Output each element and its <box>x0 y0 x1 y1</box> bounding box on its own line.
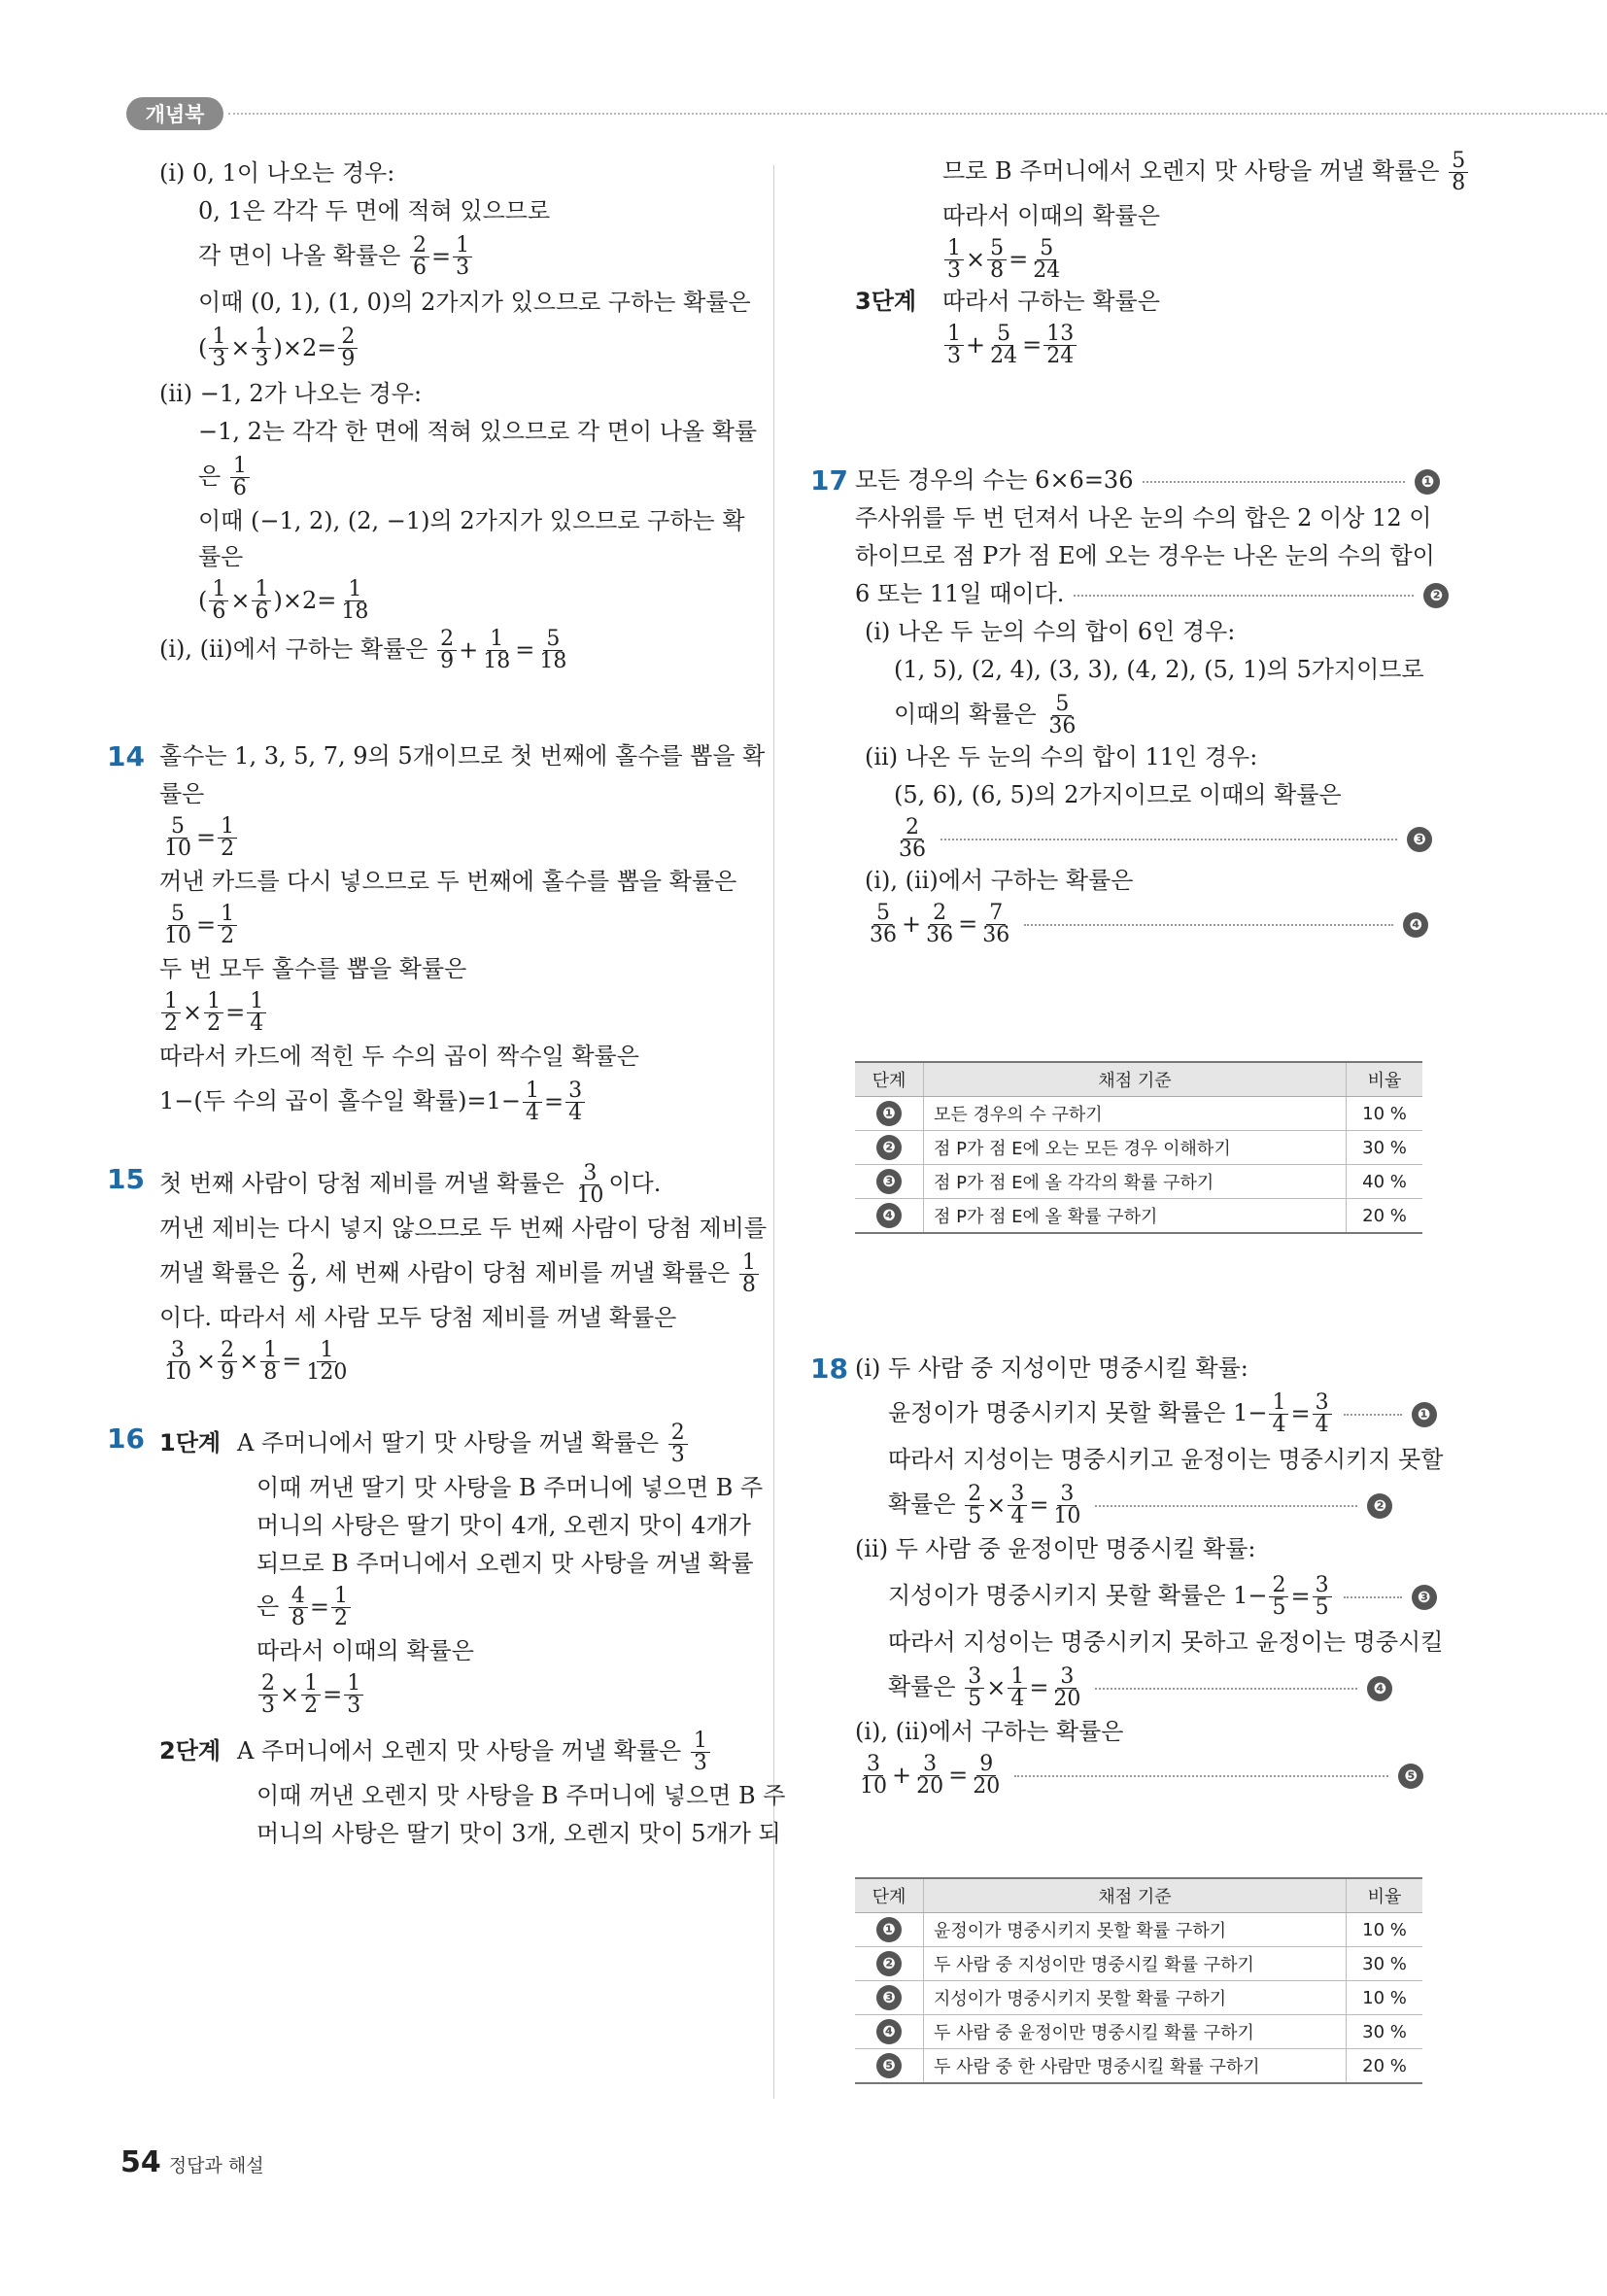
math-expression <box>1043 694 1080 737</box>
math-expression <box>228 456 252 499</box>
text-span: 따라서 구하는 확률은 <box>942 288 1160 315</box>
case-i-title: (ⅰ) 나온 두 눈의 수의 합이 6인 경우: <box>865 618 1236 645</box>
math-line <box>120 816 742 860</box>
fraction: $\frac{2}{9}$ <box>338 326 358 370</box>
fraction: $\frac{1}{3}$ <box>944 324 964 367</box>
text-line <box>806 286 1428 318</box>
math-expression <box>737 1252 761 1296</box>
math-expression: $\frac{3}{5}$ × $\frac{1}{4}$ = $\frac{3}{20}$ <box>963 1666 1085 1710</box>
table-cell <box>855 1199 924 1234</box>
math-expression <box>894 817 931 861</box>
leader-dots <box>940 839 1397 840</box>
table-cell: 점 P가 점 E에 오는 모든 경우 이해하기 <box>924 1131 1347 1165</box>
text-line <box>806 1390 1431 1437</box>
leader-dots <box>1095 1688 1357 1690</box>
fraction: $\frac{1}{4}$ <box>247 991 266 1035</box>
problem-number: 14 <box>107 740 145 772</box>
fraction: $\frac{1}{6}$ <box>230 456 250 499</box>
text-line: 따라서 이때의 확률은 <box>256 1637 474 1664</box>
leader-dots <box>1095 1505 1357 1507</box>
table-row <box>855 1913 1422 1947</box>
fraction: $\frac{3}{10}$ <box>164 1338 191 1385</box>
step-mark-2: ❷ <box>1423 583 1449 608</box>
table-header: 단계 <box>855 1062 924 1097</box>
table-cell: 30 % <box>1347 2015 1423 2049</box>
math-line <box>806 1754 1428 1798</box>
fraction: $\frac{2}{5}$ <box>1269 1575 1288 1619</box>
case-ii-title: (ⅱ) 나온 두 눈의 수의 합이 11인 경우: <box>865 743 1258 771</box>
step-mark-3: ❸ <box>1407 827 1432 852</box>
math-line <box>806 324 1428 367</box>
table-cell <box>855 1097 924 1131</box>
text-span: (ⅰ), (ⅱ)에서 구하는 확률은 <box>159 635 428 663</box>
fraction: $\frac{1}{8}$ <box>739 1252 759 1296</box>
text-line: 홀수는 1, 3, 5, 7, 9의 5개이므로 첫 번째에 홀수를 뽑을 확 <box>159 742 766 770</box>
text-line <box>120 1163 742 1207</box>
fraction: $\frac{1}{18}$ <box>483 627 511 673</box>
fraction: $\frac{1}{3}$ <box>209 326 228 370</box>
step-mark-3: ❸ <box>1412 1585 1437 1610</box>
text-line <box>806 464 1435 497</box>
math-expression: $\frac{2}{3}$ × $\frac{1}{2}$ = $\frac{1}{3}$ <box>256 1673 365 1717</box>
fraction: $\frac{5}{24}$ <box>1033 236 1061 283</box>
text-span: A 주머니에서 오렌지 맛 사탕을 꺼낼 확률은 <box>237 1737 682 1765</box>
fraction: $\frac{1}{2}$ <box>331 1586 351 1629</box>
fraction: $\frac{5}{24}$ <box>990 322 1018 368</box>
text-line: (ⅰ), (ⅱ)에서 구하는 확률은 <box>865 867 1134 894</box>
fraction: $\frac{3}{10}$ <box>576 1161 604 1208</box>
table-row <box>855 2015 1422 2049</box>
text-line: 꺼낸 카드를 다시 넣으므로 두 번째에 홀수를 뽑을 확률은 <box>159 868 737 895</box>
text-line: 이때 꺼낸 딸기 맛 사탕을 B 주머니에 넣으면 B 주 <box>256 1474 764 1501</box>
stage-label: 1단계 <box>159 1429 222 1456</box>
text-line <box>806 1666 1428 1710</box>
fraction: $\frac{5}{8}$ <box>987 238 1007 282</box>
fraction: $\frac{2}{9}$ <box>289 1252 308 1296</box>
table-cell: 점 P가 점 E에 올 각각의 확률 구하기 <box>924 1165 1347 1199</box>
step-mark: ❷ <box>876 1135 902 1160</box>
fraction: $\frac{2}{5}$ <box>965 1484 984 1527</box>
step-mark-1: ❶ <box>1412 1402 1437 1427</box>
text-line: 되므로 B 주머니에서 오렌지 맛 사탕을 꺼낼 확률 <box>256 1550 754 1577</box>
fraction: $\frac{5}{18}$ <box>539 627 567 673</box>
fraction: $\frac{1}{2}$ <box>161 991 181 1035</box>
fraction: $\frac{1}{4}$ <box>523 1080 542 1124</box>
fraction: $\frac{1}{6}$ <box>209 579 228 623</box>
math-expression: $\frac{1}{3}$ × $\frac{5}{8}$ = $\frac{5}{24}$ <box>942 238 1065 282</box>
fraction: $\frac{5}{36}$ <box>870 901 897 947</box>
fraction: $\frac{13}{24}$ <box>1043 324 1077 367</box>
text-line: (ⅰ), (ⅱ)에서 구하는 확률은 <box>855 1718 1124 1745</box>
table-cell <box>855 1947 924 1981</box>
math-expression <box>667 1422 690 1466</box>
problem-number: 18 <box>810 1353 848 1385</box>
table-row <box>855 1981 1422 2015</box>
leader-dots <box>1344 1414 1402 1416</box>
table-row <box>855 1097 1422 1131</box>
table-cell: 30 % <box>1347 1947 1423 1981</box>
problem-16-continued <box>806 149 1466 368</box>
fraction: $\frac{7}{36}$ <box>982 901 1010 947</box>
table-row <box>855 1131 1422 1165</box>
table-cell: 10 % <box>1347 1981 1423 2015</box>
table-cell: 두 사람 중 지성이만 명중시킬 확률 구하기 <box>924 1947 1347 1981</box>
step-mark-4: ❹ <box>1403 912 1428 938</box>
math-expression: $\frac{2}{6}$ = $\frac{1}{3}$ <box>408 235 474 279</box>
leader-dots <box>1014 1775 1388 1777</box>
table-header-row <box>855 1878 1422 1913</box>
text-line <box>120 1080 742 1124</box>
leader-dots <box>1074 595 1414 597</box>
text-span: 모든 경우의 수는 6×6=36 <box>855 466 1134 494</box>
step-mark-4: ❹ <box>1367 1676 1392 1701</box>
fraction: $\frac{3}{10}$ <box>860 1752 887 1799</box>
math-line <box>120 1340 742 1384</box>
text-line: 따라서 이때의 확률은 <box>942 202 1160 229</box>
table-row <box>855 2049 1422 2084</box>
fraction: $\frac{3}{4}$ <box>1313 1392 1332 1436</box>
text-line: 주사위를 두 번 던져서 나온 눈의 수의 합은 2 이상 12 이 <box>855 504 1432 531</box>
fraction: $\frac{3}{20}$ <box>916 1752 944 1799</box>
fraction: $\frac{1}{3}$ <box>691 1731 710 1774</box>
fraction: $\frac{1}{2}$ <box>218 904 237 947</box>
text-span: 지성이가 명중시키지 못할 확률은 1− <box>888 1582 1268 1609</box>
text-line: 0, 1은 각각 두 면에 적혀 있으므로 <box>198 197 551 224</box>
fraction: $\frac{1}{3}$ <box>344 1673 363 1717</box>
header-rule <box>228 113 1607 115</box>
text-span: 확률은 <box>888 1673 956 1700</box>
text-line <box>120 1731 742 1774</box>
math-expression <box>287 1252 310 1296</box>
table-cell <box>855 1981 924 2015</box>
text-span: 첫 번째 사람이 당첨 제비를 꺼낼 확률은 <box>159 1170 564 1197</box>
math-expression <box>1447 151 1470 194</box>
text-span: 꺼낼 확률은 <box>159 1259 280 1286</box>
leader-dots <box>1344 1596 1402 1598</box>
table-cell: 10 % <box>1347 1913 1423 1947</box>
text-span: 이다. <box>608 1170 662 1197</box>
math-expression: ( $\frac{1}{3}$ × $\frac{1}{3}$ )×2= $\frac{2}{9}$ <box>198 326 359 370</box>
math-expression: $\frac{3}{10}$ × $\frac{2}{9}$ × $\frac{1}{8}$ = $\frac{1}{120}$ <box>159 1340 352 1384</box>
math-expression: $\frac{1}{3}$ + $\frac{5}{24}$ = $\frac{13}{24}$ <box>942 324 1078 367</box>
step-mark: ❶ <box>876 1101 902 1126</box>
text-line: 따라서 지성이는 명중시키지 못하고 윤정이는 명중시킬 <box>888 1628 1444 1656</box>
footer-label: 정답과 해설 <box>168 2155 264 2176</box>
text-line: 두 번 모두 홀수를 뽑을 확률은 <box>159 955 467 982</box>
fraction: $\frac{1}{2}$ <box>218 816 237 860</box>
math-line <box>806 238 1428 282</box>
problem-17 <box>806 464 1444 947</box>
problem-number: 16 <box>107 1422 145 1455</box>
text-span: 은 <box>256 1593 280 1620</box>
text-span: 이때의 확률은 <box>894 701 1037 728</box>
text-span: 6 또는 11일 때이다. <box>855 580 1065 607</box>
text-line: 이다. 따라서 세 사람 모두 당첨 제비를 꺼낼 확률은 <box>159 1304 677 1331</box>
text-span: , 세 번째 사람이 당첨 제비를 꺼낼 확률은 <box>310 1259 731 1286</box>
scoring-table-18 <box>855 1877 1422 2084</box>
text-line <box>120 1586 742 1629</box>
case-i-title: (ⅰ) 0, 1이 나오는 경우: <box>159 159 395 187</box>
table-header: 채점 기준 <box>924 1878 1347 1913</box>
text-line: (5, 6), (6, 5)의 2가지이므로 이때의 확률은 <box>894 781 1342 808</box>
text-line <box>806 1573 1431 1620</box>
text-line <box>120 1422 742 1466</box>
math-expression: $\frac{1}{4}$ = $\frac{3}{4}$ <box>521 1080 587 1124</box>
fraction: $\frac{5}{36}$ <box>1048 692 1077 738</box>
case-ii-title: (ⅱ) −1, 2가 나오는 경우: <box>159 380 423 407</box>
math-expression: $\frac{2}{9}$ + $\frac{1}{18}$ = $\frac{5}{18}$ <box>435 629 571 672</box>
table-cell <box>855 1131 924 1165</box>
step-mark: ❸ <box>876 1169 902 1194</box>
math-expression: $\frac{5}{10}$ = $\frac{1}{2}$ <box>159 904 239 947</box>
text-line: −1, 2는 각각 한 면에 적혀 있으므로 각 면이 나올 확률 <box>198 418 758 445</box>
table-header: 단계 <box>855 1878 924 1913</box>
math-line <box>120 904 742 947</box>
math-line <box>120 326 742 370</box>
math-expression <box>689 1731 712 1774</box>
table-header: 비율 <box>1347 1878 1423 1913</box>
problem-15 <box>107 1161 768 1385</box>
fraction: $\frac{3}{20}$ <box>1053 1664 1081 1711</box>
table-cell <box>855 1913 924 1947</box>
table-cell <box>855 1165 924 1199</box>
step-mark: ❸ <box>876 1985 902 2010</box>
conclusion-line <box>120 629 742 672</box>
leader-dots <box>1143 481 1405 483</box>
text-line: 이때 꺼낸 오렌지 맛 사탕을 B 주머니에 넣으면 B 주 <box>256 1782 786 1809</box>
table-header: 채점 기준 <box>924 1062 1347 1097</box>
fraction: $\frac{1}{2}$ <box>301 1673 321 1717</box>
text-span: A 주머니에서 딸기 맛 사탕을 꺼낼 확률은 <box>237 1429 660 1456</box>
math-expression: $\frac{5}{36}$ + $\frac{2}{36}$ = $\frac{7}{36}$ <box>865 903 1014 946</box>
problem-number: 17 <box>810 464 848 497</box>
case-i-title: (ⅰ) 두 사람 중 지성이만 명중시킬 확률: <box>855 1354 1248 1382</box>
math-expression: $\frac{2}{5}$ = $\frac{3}{5}$ <box>1267 1575 1333 1619</box>
fraction: $\frac{1}{4}$ <box>1008 1666 1027 1710</box>
table-cell: 윤정이가 명중시키지 못할 확률 구하기 <box>924 1913 1347 1947</box>
math-expression: ( $\frac{1}{6}$ × $\frac{1}{6}$ )×2= $\frac{1}{18}$ <box>198 579 373 623</box>
step-mark-2: ❷ <box>1367 1493 1392 1519</box>
table-cell: 40 % <box>1347 1165 1423 1199</box>
math-expression: $\frac{2}{5}$ × $\frac{3}{4}$ = $\frac{3}{10}$ <box>963 1484 1085 1527</box>
table-row <box>855 1947 1422 1981</box>
fraction: $\frac{1}{18}$ <box>341 577 369 624</box>
right-column <box>806 149 1466 947</box>
text-line <box>120 235 742 279</box>
fraction: $\frac{5}{10}$ <box>164 902 191 948</box>
step-mark: ❹ <box>876 1203 902 1228</box>
step-mark: ❷ <box>876 1951 902 1976</box>
step-mark: ❶ <box>876 1917 902 1942</box>
text-span: 확률은 <box>888 1491 956 1518</box>
text-line: 이때 (−1, 2), (2, −1)의 2가지가 있으므로 구하는 확 <box>198 507 745 534</box>
math-line <box>120 1673 742 1717</box>
fraction: $\frac{3}{5}$ <box>965 1666 984 1710</box>
math-line <box>806 817 1428 861</box>
text-line <box>120 456 742 499</box>
text-line: 률은 <box>159 780 205 807</box>
fraction: $\frac{1}{6}$ <box>252 579 271 623</box>
text-line <box>806 578 1444 610</box>
fraction: $\frac{3}{10}$ <box>1053 1482 1081 1528</box>
fraction: $\frac{4}{8}$ <box>289 1586 308 1629</box>
table-cell: 모든 경우의 수 구하기 <box>924 1097 1347 1131</box>
math-expression: $\frac{1}{4}$ = $\frac{3}{4}$ <box>1267 1392 1333 1436</box>
math-expression: $\frac{3}{10}$ + $\frac{3}{20}$ = $\frac{9}{20}$ <box>855 1754 1005 1798</box>
text-span: 1−(두 수의 곱이 홀수일 확률)=1− <box>159 1087 521 1114</box>
problem-14 <box>107 740 766 1125</box>
text-span: 므로 B 주머니에서 오렌지 맛 사탕을 꺼낼 확률은 <box>942 157 1440 185</box>
text-line: 률은 <box>198 543 244 570</box>
text-line: (1, 5), (2, 4), (3, 3), (4, 2), (5, 1)의 5가지이므로 <box>894 656 1424 683</box>
step-mark-1: ❶ <box>1415 469 1440 495</box>
math-expression: $\frac{1}{2}$ × $\frac{1}{2}$ = $\frac{1}{4}$ <box>159 991 268 1035</box>
fraction: $\frac{2}{9}$ <box>437 629 457 672</box>
math-expression: $\frac{5}{10}$ = $\frac{1}{2}$ <box>159 816 239 860</box>
table-header-row <box>855 1062 1422 1097</box>
text-line: 머니의 사탕은 딸기 맛이 4개, 오렌지 맛이 4개가 <box>256 1512 751 1539</box>
fraction: $\frac{2}{9}$ <box>218 1340 237 1384</box>
table-row <box>855 1199 1422 1234</box>
fraction: $\frac{3}{5}$ <box>1313 1575 1332 1619</box>
text-span: 윤정이가 명중시키지 못할 확률은 1− <box>888 1399 1268 1426</box>
fraction: $\frac{1}{2}$ <box>204 991 223 1035</box>
left-column <box>107 157 786 1850</box>
text-line: 따라서 지성이는 명중시키고 윤정이는 명중시키지 못할 <box>888 1446 1444 1473</box>
fraction: $\frac{2}{3}$ <box>258 1673 278 1717</box>
math-expression <box>571 1163 608 1207</box>
math-expression: $\frac{4}{8}$ = $\frac{1}{2}$ <box>287 1586 353 1629</box>
fraction: $\frac{2}{36}$ <box>899 815 926 862</box>
leader-dots <box>1024 924 1393 926</box>
fraction: $\frac{1}{8}$ <box>260 1340 280 1384</box>
fraction: $\frac{5}{10}$ <box>164 814 191 861</box>
page-number: 54 <box>120 2145 161 2179</box>
problem-16 <box>107 1421 786 1850</box>
text-line: 이때 (0, 1), (1, 0)의 2가지가 있으므로 구하는 확률은 <box>198 289 751 316</box>
step-mark: ❹ <box>876 2019 902 2044</box>
table-cell: 30 % <box>1347 1131 1423 1165</box>
step-mark-5: ❺ <box>1398 1764 1423 1789</box>
fraction: $\frac{1}{120}$ <box>306 1338 348 1385</box>
fraction: $\frac{1}{4}$ <box>1269 1392 1288 1436</box>
fraction: $\frac{1}{3}$ <box>453 235 472 279</box>
problem-number: 15 <box>107 1163 145 1195</box>
fraction: $\frac{3}{4}$ <box>565 1080 585 1124</box>
fraction: $\frac{2}{36}$ <box>926 901 954 947</box>
text-line: 따라서 카드에 적힌 두 수의 곱이 짝수일 확률은 <box>159 1043 639 1070</box>
scoring-table-17 <box>855 1061 1422 1234</box>
table-cell: 두 사람 중 윤정이만 명중시킬 확률 구하기 <box>924 2015 1347 2049</box>
problem-18-body <box>806 1353 1444 1799</box>
stage-label: 3단계 <box>855 288 917 315</box>
math-line <box>120 991 742 1035</box>
table-cell <box>855 2049 924 2084</box>
step-mark: ❺ <box>876 2053 902 2078</box>
table-row <box>855 1165 1422 1199</box>
fraction: $\frac{5}{8}$ <box>1449 151 1468 194</box>
page-footer <box>120 2145 264 2179</box>
fraction: $\frac{3}{4}$ <box>1008 1484 1027 1527</box>
text-line <box>120 1251 756 1297</box>
text-line: 하이므로 점 P가 점 E에 오는 경우는 나온 눈의 수의 합이 <box>855 542 1435 569</box>
fraction: $\frac{9}{20}$ <box>973 1752 1001 1799</box>
table-cell <box>855 2015 924 2049</box>
text-line: 꺼낸 제비는 다시 넣지 않으므로 두 번째 사람이 당첨 제비를 <box>159 1215 768 1242</box>
table-cell: 지성이가 명중시키지 못할 확률 구하기 <box>924 1981 1347 2015</box>
fraction: $\frac{2}{6}$ <box>410 235 429 279</box>
text-line: 머니의 사탕은 딸기 맛이 3개, 오렌지 맛이 5개가 되 <box>256 1820 781 1847</box>
problem-13-continued <box>120 157 758 673</box>
fraction: $\frac{2}{3}$ <box>668 1422 688 1466</box>
table-header: 비율 <box>1347 1062 1423 1097</box>
text-span: 각 면이 나올 확률은 <box>198 242 401 269</box>
section-tag: 개념북 <box>126 97 223 130</box>
text-line <box>806 1484 1428 1527</box>
text-line <box>806 694 1428 737</box>
table-cell: 두 사람 중 한 사람만 명중시킬 확률 구하기 <box>924 2049 1347 2084</box>
stage-label: 2단계 <box>159 1737 222 1765</box>
math-line <box>120 579 742 623</box>
text-line <box>806 149 1466 195</box>
table-cell: 20 % <box>1347 1199 1423 1234</box>
problem-18 <box>806 1353 1444 1799</box>
table-cell: 점 P가 점 E에 올 확률 구하기 <box>924 1199 1347 1234</box>
table-cell: 10 % <box>1347 1097 1423 1131</box>
table-cell: 20 % <box>1347 2049 1423 2084</box>
case-ii-title: (ⅱ) 두 사람 중 윤정이만 명중시킬 확률: <box>855 1535 1256 1562</box>
math-line <box>806 903 1428 946</box>
fraction: $\frac{1}{3}$ <box>944 238 964 282</box>
text-span: 은 <box>198 463 222 490</box>
fraction: $\frac{1}{3}$ <box>252 326 271 370</box>
